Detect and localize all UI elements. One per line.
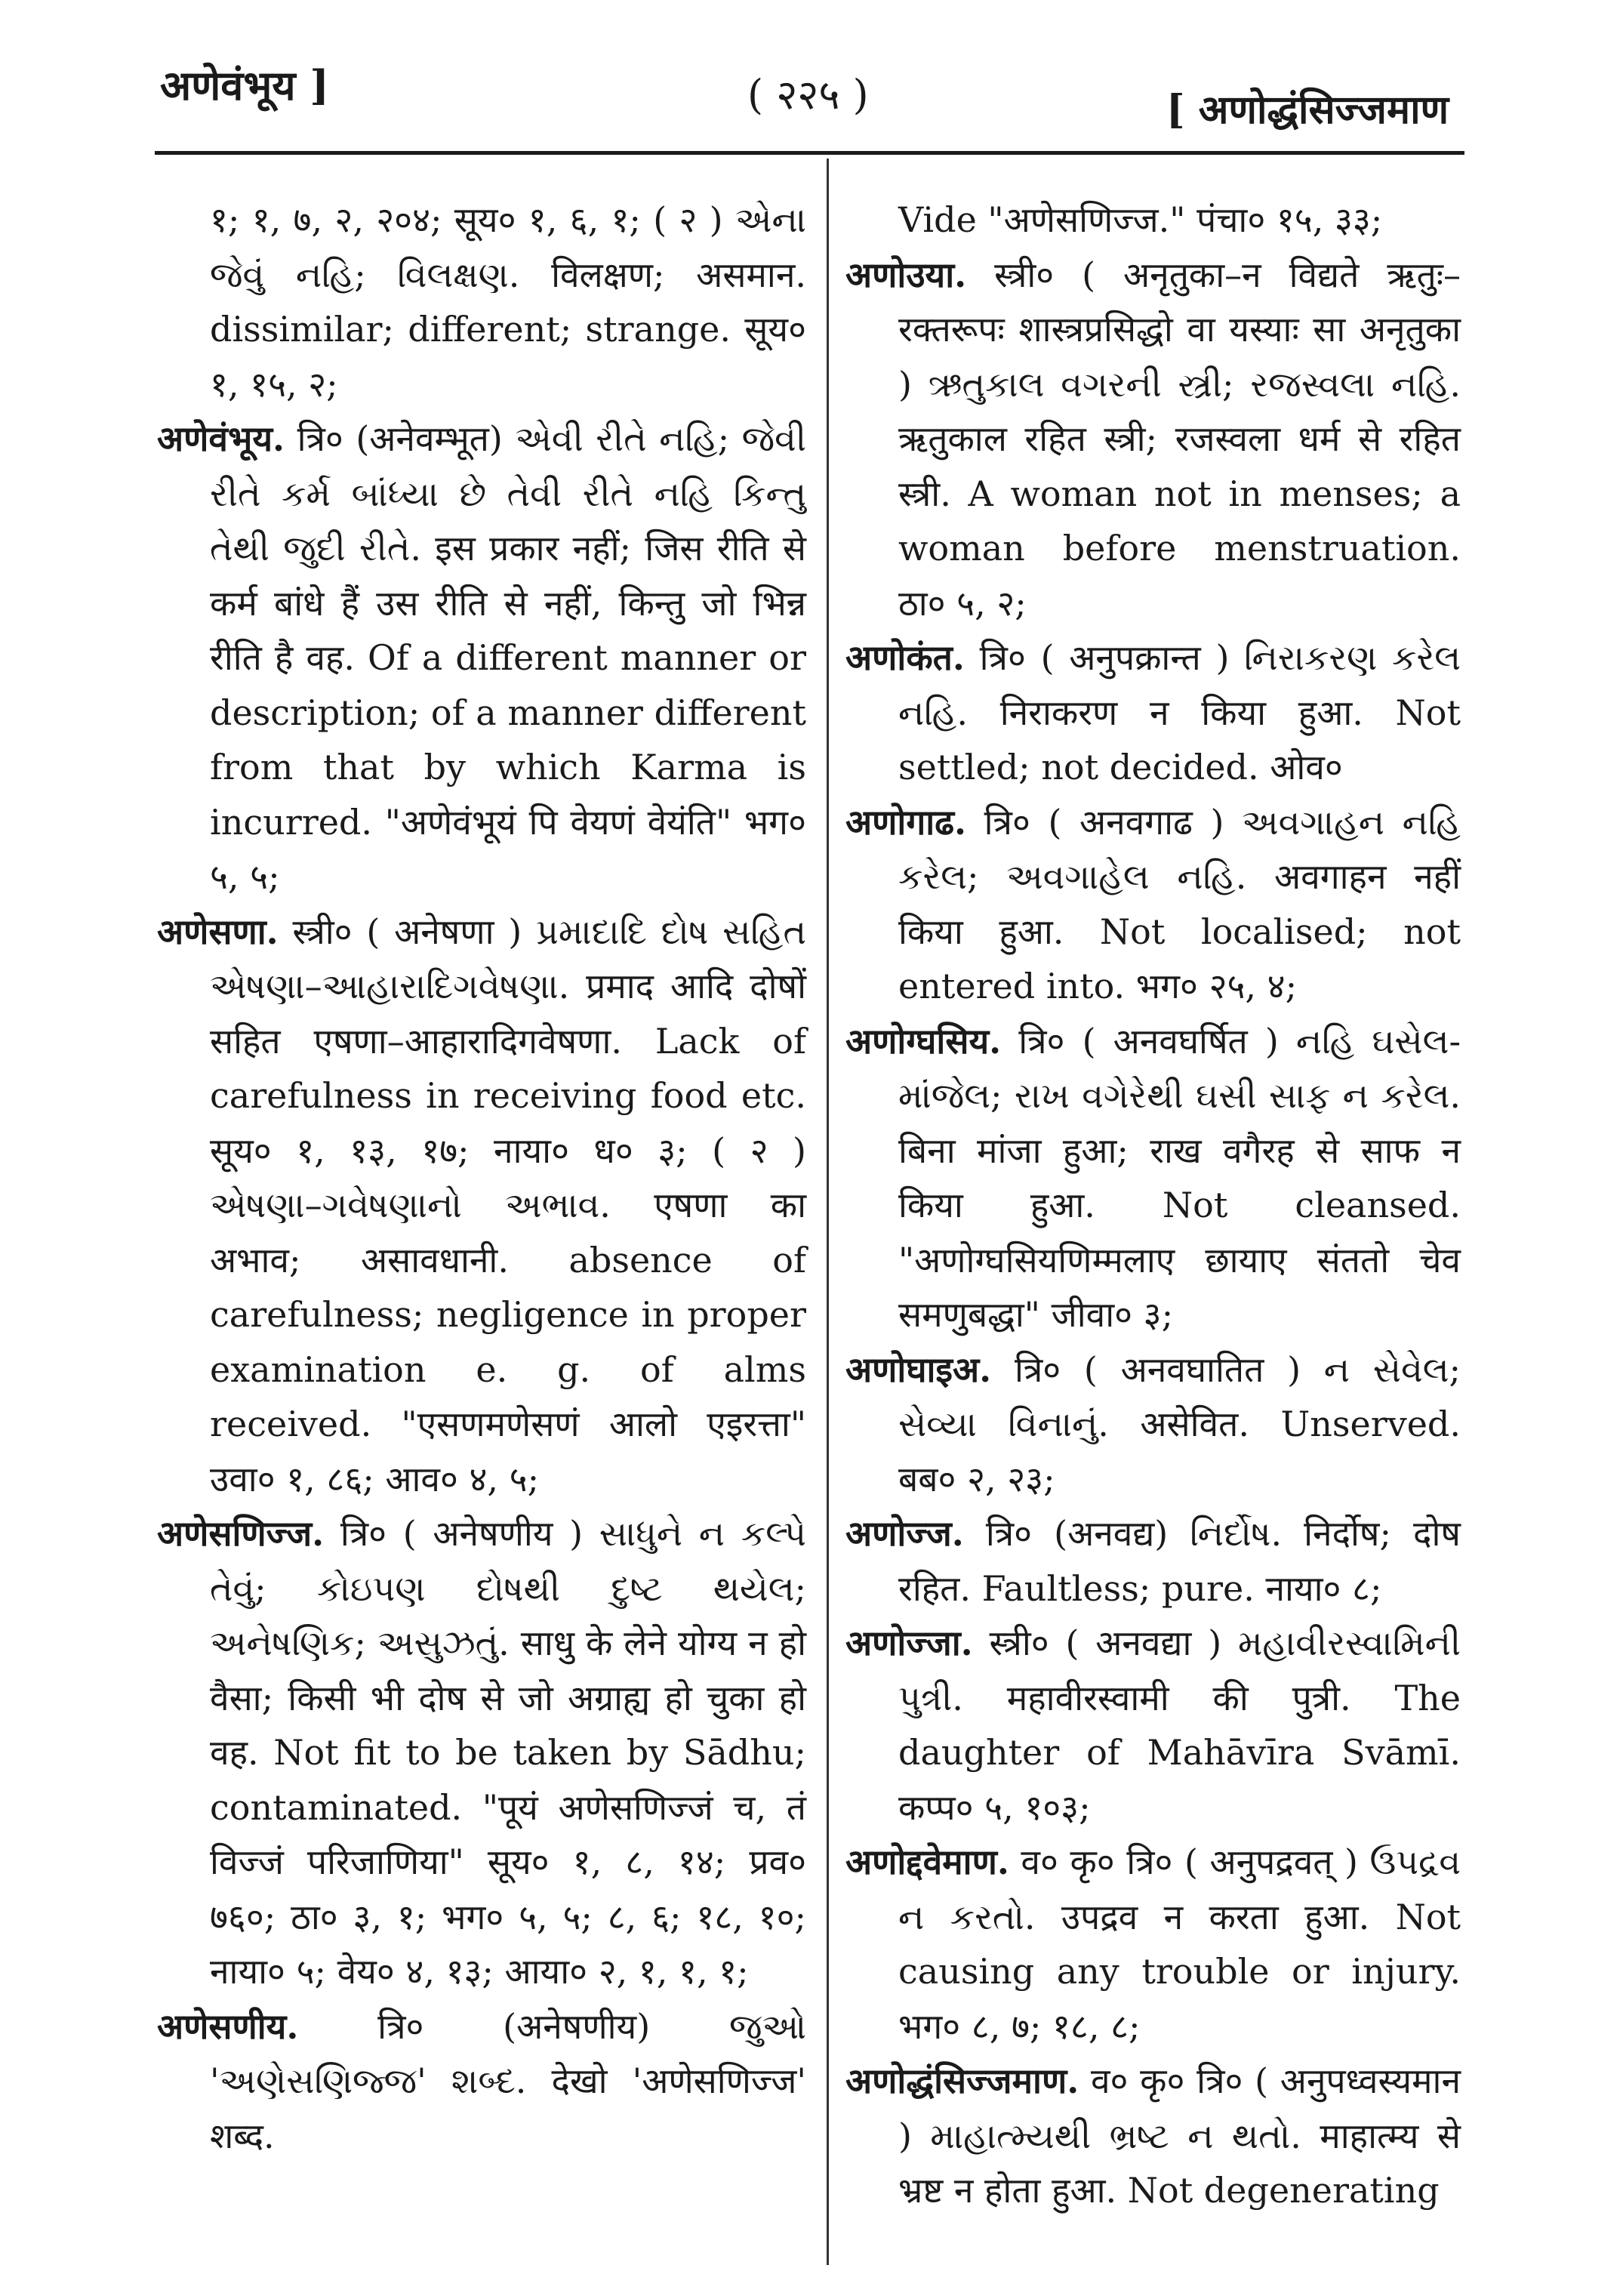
- entry-body: स्त्री० ( अनवद्या ) મહાવીરસ્વામિની પુત્રી. महावीरस्वामी की पुत्री. The daughter of Mahāvīra Svāmī. कप्प० ५, १०३;: [898, 1623, 1461, 1828]
- entry-body: त्रि० ( अनवघातित ) ન સેવેલ; સેવ્યા વિનાનું. असेवित. Unserved. बब० २, २३;: [898, 1348, 1461, 1499]
- entry-headword: अणोघाइअ.: [845, 1348, 992, 1390]
- entry-headword: अणोगाढ.: [845, 801, 967, 843]
- dictionary-entry: [845, 795, 1461, 1014]
- entry-headword: अणोद्धंसिज्जमाण.: [845, 2060, 1079, 2101]
- entry-headword: अणोग्घसिय.: [845, 1020, 1002, 1062]
- entry-body: स्त्री० ( अनृतुका–न विद्यते ऋतुः–रक्तरूपः शास्त्रप्रसिद्धो वा यस्याः सा अनृतुका ) ઋતુકાલ વગરની સ્ત્રી; રજસ્વલા નહિ. ऋतुकाल रहित स्त्री; रजस्वला धर्म से रहित स्त्री. A woman not in menses; a woman before menstruation. ठा० ५, २;: [898, 254, 1461, 624]
- running-head-left: अणेवंभूय ]: [160, 61, 329, 109]
- entry-headword: अणोज्ज.: [845, 1513, 964, 1554]
- entry-body: त्रि० ( अनेषणीय ) સાધુને ન કલ્પે તેવું; કોઇપણ દોષથી દુષ્ટ થયેલ; અનેષણિક; અસુઝતું. साधु के लेने योग्य न हो वैसा; किसी भी दोष से जो अग्राह्य हो चुका हो वह. Not fit to be taken by Sādhu; contaminated. "पूयं अणेसणिज्जं च, तं विज्जं परिजाणिया" सूय० १, ८, १४; प्रव० ७६०; ठा० ३, १; भग० ५, ५; ८, ६; १८, १०; नाया० ५; वेय० ४, १३; आया० २, १, १, १;: [210, 1513, 806, 1992]
- dictionary-entry: [157, 905, 806, 1507]
- right-column: [845, 193, 1461, 2218]
- entry-body: त्रि० (अनेवम्भूत) એવી રીતે નહિ; જેવી રીતે કર્મ બાંધ્યા છે તેવી રીતે નહિ કિન્તુ તેથી જુદી રીતે. इस प्रकार नहीं; जिस रीति से कर्म बांधे हैं उस रीति से नहीं, किन्तु जो भिन्न रीति है वह. Of a different manner or description; of a manner different from that by which Karma is incurred. "अणेवंभूयं पि वेयणं वेयंति" भग० ५, ५;: [210, 418, 806, 897]
- header-rule: [155, 151, 1464, 155]
- dictionary-entry: [845, 1835, 1461, 2054]
- entry-body: Vide "अणेसणिज्ज." पंचा० १५, ३३;: [898, 199, 1383, 240]
- entry-body: त्रि० ( अनुपक्रान्त ) નિરાકરણ કરેલ નહિ. निराकरण न किया हुआ. Not settled; not decided. ओव०: [898, 637, 1461, 787]
- page-header: [0, 0, 1623, 151]
- dictionary-entry: [845, 1342, 1461, 1507]
- entry-headword: अणोकंत.: [845, 637, 965, 678]
- page-number: ( २२५ ): [747, 71, 869, 119]
- dictionary-entry: [845, 1506, 1461, 1616]
- dictionary-entry: [845, 1616, 1461, 1835]
- dictionary-entry: [845, 1014, 1461, 1342]
- entry-body: त्रि० (अनेषणीय) જુઓ 'અણેસણિજ્જ' શબ્દ. देखो 'अणेसणिज्ज' शब्द.: [210, 2005, 806, 2156]
- dictionary-entry: [845, 630, 1461, 795]
- dictionary-entry: [157, 1506, 806, 1999]
- entry-body: व० कृ० त्रि० ( अनुपद्रवत् ) ઉપદ્રવ ન કરતો. उपद्रव न करता हुआ. Not causing any trouble or injury. भग० ८, ७; १८, ८;: [898, 1841, 1461, 2047]
- entry-body: त्रि० ( अनवगाढ ) અવગાહન નહિ કરેલ; અવગાહેલ નહિ. अवगाहन नहीं किया हुआ. Not localised; not entered into. भग० २५, ४;: [898, 801, 1461, 1006]
- running-head-right: [ अणोद्धंसिज्जमाण: [1166, 87, 1449, 133]
- entry-headword: अणोद्दवेमाण.: [845, 1841, 1009, 1882]
- dictionary-entry: [845, 193, 1461, 248]
- entry-body: त्रि० (अनवद्य) નિર્દોષ. निर्दोष; दोष रहित. Faultless; pure. नाया० ८;: [898, 1513, 1461, 1609]
- entry-headword: अणेसणिज्ज.: [157, 1513, 325, 1554]
- dictionary-entry: [157, 411, 806, 905]
- entry-headword: अणोज्जा.: [845, 1623, 973, 1663]
- entry-headword: अणेवंभूय.: [157, 418, 285, 459]
- left-column: [157, 193, 806, 2163]
- entry-body: त्रि० ( अनवघर्षित ) નહિ ઘસેલ-માંજેલ; રાખ વગેરેથી ઘસી સાફ ન કરેલ. बिना मांजा हुआ; राख वगैरह से साफ न किया हुआ. Not cleansed. "अणोग्घसियणिम्मलाए छायाए संततो चेव समणुबद्धा" जीवा० ३;: [898, 1020, 1461, 1335]
- entry-headword: अणोउया.: [845, 254, 967, 295]
- entry-body: स्त्री० ( अनेषणा ) પ્રમાદાદિ દોષ સહિત એષણા–આહારાદિગવેષણા. प्रमाद आदि दोषों सहित एषणा–आहारादिगवेषणा. Lack of carefulness in receiving food etc. सूय० १, १३, १७; नाया० ध० ३; ( २ ) એષણા–ગવેષણાનો અભાવ. एषणा का अभाव; असावधानी. absence of carefulness; negligence in proper examination e. g. of alms received. "एसणमणेसणं आलो एइरत्ता" उवा० १, ८६; आव० ४, ५;: [210, 911, 807, 1499]
- entry-body: १; १, ७, २, २०४; सूय० १, ६, १; ( २ ) એના જેવું નહિ; વિલક્ષણ. विलक्षण; असमान. dissimilar; different; strange. सूय० १, १५, २;: [210, 199, 806, 405]
- entry-headword: अणेसणीय.: [157, 2005, 299, 2047]
- entry-headword: अणेसणा.: [157, 911, 279, 952]
- dictionary-entry: [845, 248, 1461, 631]
- entry-body: व० कृ० त्रि० ( अनुपध्वस्यमान ) માહાત્મ્યથી ભ્રષ્ટ ન થતો. माहात्म्य से भ्रष्ट न होता हुआ. Not degenerating: [898, 2060, 1461, 2211]
- dictionary-entry: [845, 2054, 1461, 2218]
- column-divider: [827, 159, 829, 2265]
- dictionary-entry: [157, 193, 806, 411]
- dictionary-entry: [157, 1999, 806, 2164]
